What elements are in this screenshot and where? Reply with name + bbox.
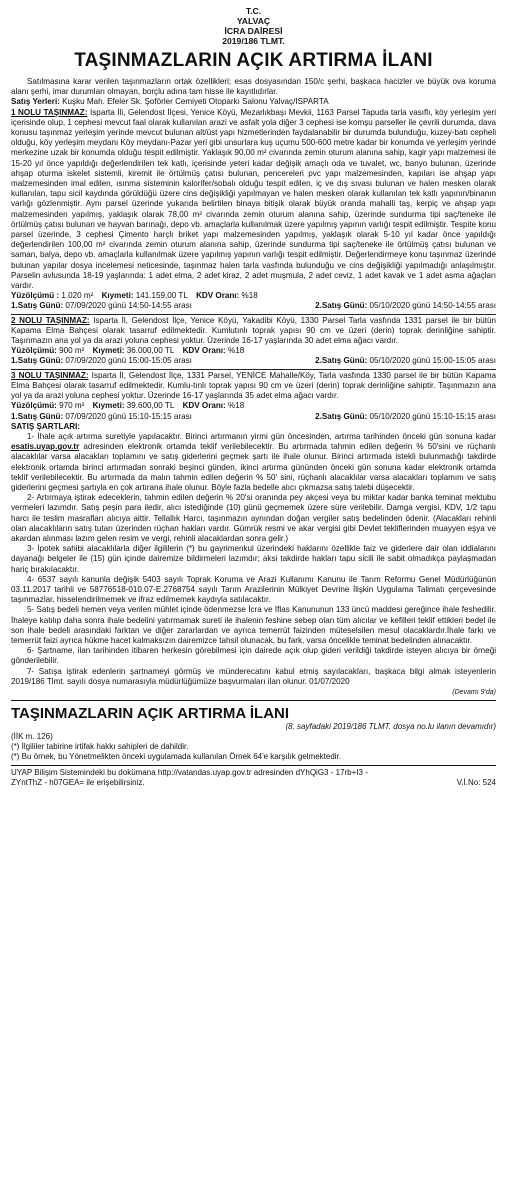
- parcel-1-text: Isparta İli, Gelendost İlçesi, Yenice Köyü, Mezarlıkbaşı Mevkii, 1163 Parsel Tapuda tarla vasıflı, köy yerleşim yeri içerisinde olup, 1 cephesi mevcut faal olarak kullanılan arazi ve asfalt yola diğer 3 cephesi ise komşu parseller ile çevrili durumda, dava konusu taşınmaz yerleşim yerinde mevcut bulunan alt/üst yapı hizmetlerinden faydalanabilir bir durumda bulunduğu, kuzey-batı cepheli olduğu, köy yerleşim meydanı Köy meydanı-Pazar yeri gibi unsurlara kuş uçumu 500-600 metre kadar bir konumda ve yerleşim yerinde merkezine uzak bir konumda olduğu tespit edilmiştir. Yaklaşık 90,00 m² civarında zemin oturum alanına sahip, kagir yapı malzemesi ile 15-20 yıl önce yapıldığı değerlendirilen tek katlı, içerisinde yeteri kadar değişik amaçlı oda ve tuvalet, wc, banyo bulunan, üzerinde ahşap oturma iskelet sistemli, kiremit ile örtülmüş çatısı bulunan, pencereleri pvc yapı malzemesinden, kapıları ise ahşap yapı malzemesinden imal edilen, ısınma sisteminin kalorifer/sobalı olduğu tespit edilen, iç ve dış sıvası bulunan ve halen mesken olarak kullanılan, tapu sicil kaydında görüldüğü üzere cins değişikliği yapılmayan ve halen mesken olarak kullanılan tek katlı yapının/binanın varlığı gözlenmiştir. Aynı parsel üzerinde yukarıda belirtilen binaya bitişik olarak büyük oranda mahalli taş, kerpiç ve ahşap yapı malzemesinden yapılmış, yaklaşık olarak 78,00 m² civarında zemin oturum alanına sahip, üzerinde sundurma tipi saç/teneke ile örtülmüş çatısı bulunan ve hayvan barınağı, depo vb. amaçlarla kullanılmak üzere yapılmış yapının varlığı tespit edilmiştir. Tespite konu parsel üzerinde, 3 cephesi Çimento harçlı briket yapı malzemesinden yapılmış, yaklaşık olarak 5-10 yıl kadar önce yapıldığı değerlendirilen 100,00 m² civarında zemin oturum alanına sahip, üzerinde sundurma tipi saç/teneke ile örtülmüş çatısı bulunan ve saman, balya, depo vb. amaçlarla kullanılmak üzere yapılmış yapının varlığı tespit edilmiştir. Değerlendirmeye konu taşınmaz üzerinde bulunan yapılar dosya incelemesi neticesinde, taşınmaz halen tarla vasfında bulunduğu ve cins değişikliği yapılmadığı anlaşılmıştır. Parselin avlusunda 18-19 yaşlarında: 1 adet elma, 2 adet kiraz, 2 adet muşmula, 2 adet ceviz, 1 adet kavak ve 1 adet asma ağaçları vardır.: [11, 107, 497, 291]
- sale-1-label: 1.Satış Günü:: [11, 411, 64, 421]
- uyap-access-line-1: UYAP Bilişim Sistemindeki bu dokümana http://vatandas.uyap.gov.tr adresinden dYhQiG3 - 17rb+I3 -: [11, 768, 368, 778]
- terms-heading: SATIŞ ŞARTLARI:: [11, 421, 81, 431]
- note-1: (*) İlgililer tabirine irtifak hakkı sahipleri de dahildir.: [11, 742, 189, 752]
- parcel-3-area: 970 m²: [59, 401, 85, 411]
- term-1-part-a: 1- İhale açık artırma suretiyle yapılacaktır. Birinci artırmanın yirmi gün öncesinden, artırma tarihinden önceki gün sonuna kadar: [27, 431, 496, 441]
- parcel-1-vat: %18: [241, 291, 258, 301]
- parcel-1-area: 1.020 m²: [61, 291, 94, 301]
- parcel-3-vat: %18: [228, 401, 245, 411]
- parcel-1-sale-2: [315, 301, 496, 311]
- parcel-2-area: 900 m²: [59, 346, 85, 356]
- parcel-2-sale-dates: [11, 356, 496, 366]
- sale-2-label: 2.Satış Günü:: [315, 356, 368, 366]
- continued-note: (Devamı 9'da): [452, 688, 496, 696]
- sale-1-date: 07/09/2020 günü 15:10-15:15 arası: [65, 411, 192, 421]
- esatis-link[interactable]: esatis.uyap.gov.tr: [11, 442, 80, 452]
- term-4: 4- 6537 sayılı kanunla değişik 5403 sayılı Toprak Koruma ve Arazi Kullanımı Kanunu ile Tarım Reformu Genel Müdürlüğünün 03.11.2017 tarihli ve 58776518-010.07-E.2768754 sayılı Tarım Arazilerinin Mülkiyet Devrine İlişkin Uygulama Talimatı çerçevesinde taşınmazlar, hisselendirilmemek ve ifraz edilmemek kaydıyla satılacaktır.: [11, 574, 496, 605]
- parcel-2-text: Isparta İl, Gelendost İlçe, Yenice Köyü, Yakadibi Köyü, 1330 Parsel Tarla vasfında 1331 parsel ile bir bütün Kapama Elma Bahçesi olarak tasarruf edilmektedir. Kumlutınlı toprak yapısı 90 cm ve üzeri (derin) toprak derinliğine sahiptir. Taşınmazın ana yol ya da arazi yoluna cephesi yoktur. Üzerinde 16-17 yaşlarında 30 adet elma ağacı vardır.: [11, 315, 497, 346]
- parcel-3-value-label: Kıymeti:: [92, 401, 125, 411]
- parcel-2-vat: %18: [228, 346, 245, 356]
- header-town: YALVAÇ: [236, 16, 271, 26]
- header-office: İCRA DAİRESİ: [224, 26, 283, 36]
- sale-2-date: 05/10/2020 günü 15:00-15:05 arası: [369, 356, 496, 366]
- sale-1-label: 1.Satış Günü:: [11, 356, 64, 366]
- term-1-part-b: adresinden elektronik ortamda teklif verilebilecektir. Bu artırmada tahmin edilen değerin % 50'sini ve rüçhanlı alacaklılar varsa alacakları toplamını ve satış giderlerini geçmek şartı ile ihale olunur. Birinci artırmada istekli bulunmadığı takdirde elektronik ortamda birinci artırmadan sonraki beşinci günden, ikinci artırma gününden önceki gün sonuna kadar elektronik ortamda teklif verilebilecektir. Bu artırmada da malın tahmin edilen değerin % 50' sini, rüçhanlı alacaklılar varsa alacakları toplamını ve satış giderlerini geçmesi şartıyla en çok artırana ihale olunur. Böyle fazla bedelle alıcı çıkmazsa satış talebi düşecektir.: [11, 442, 497, 492]
- parcel-2-value-label: Kıymeti:: [92, 346, 125, 356]
- sale-2-label: 2.Satış Günü:: [315, 301, 368, 311]
- divider: [11, 765, 496, 766]
- continuation-title: TAŞINMAZLARIN AÇIK ARTIRMA İLANI: [11, 705, 290, 723]
- sale-1-date: 07/09/2020 günü 14:50-14:55 arası: [65, 301, 192, 311]
- parcel-1-heading: 1 NOLU TAŞINMAZ:: [11, 107, 88, 117]
- divider: [11, 314, 496, 315]
- sale-place-text: Kuşku Mah. Efeler Sk. Şoförler Cemiyeti Otoparkı Salonu Yalvaç/ISPARTA: [62, 97, 329, 107]
- parcel-2-description: [11, 316, 496, 347]
- term-1: [11, 432, 496, 493]
- term-7: 7- Satışa iştirak edenlerin şartnameyi görmüş ve münderecatını kabul etmiş sayılacakları, başkaca bilgi almak isteyenlerin 2019/186 Tlmt. sayılı dosya numarasıyla müdürlüğümüze başvurmaları ilan olunur. 01/07/2020: [11, 666, 496, 686]
- parcel-2-area-label: Yüzölçümü:: [11, 346, 57, 356]
- parcel-1-value-label: Kıymeti:: [101, 291, 134, 301]
- parcel-3-text: Isparta İl, Gelendost İlçe, 1331 Parsel, YENİCE Mahalle/Köy, Tarla vasfında 1330 parsel ile bir bütün Kapama Elma Bahçesi olarak tasarruf edilmektedir. Kumlu-tınlı toprak yapısı 90 cm ve üzeri (derin) toprak derinliğine sahiptir. Taşınmazın ana yol ya da arazi yoluna cephesi yoktur. Üzerinde 16-17 yaşlarında 35 adet elma ağacı vardır.: [11, 370, 496, 401]
- parcel-3-value: 39.600,00 TL: [126, 401, 175, 411]
- notice-header: [11, 6, 496, 46]
- parcel-3-vat-label: KDV Oranı:: [182, 401, 226, 411]
- header-tc: T.C.: [245, 6, 262, 16]
- note-2: (*) Bu örnek, bu Yönetmelikten önceki uygulamada kullanılan Örnek 64'e karşılık gelmektedir.: [11, 752, 341, 762]
- parcel-1-sale-dates: [11, 301, 496, 311]
- term-2: 2- Artırmaya iştirak edeceklerin, tahmin edilen değerin % 20'si oranında pey akçesi veya bu miktar kadar banka teminat mektubu vermeleri lazımdır. Satış peşin para iledir, alıcı istediğinde (10) günü geçmemek üzere süre verilebilir. Damga vergisi, KDV, 1/2 tapu harcı ile teslim masrafları alıcıya aittir. Tellallık Harcı, taşınmazın aynından doğan vergiler satış bedelinden ödenir. (Alacakları rehinli olan alacaklıların satış tutarı üzerinden rüçhan hakları vardır. Gümrük resmi ve akar vergisi gibi Devlet tekliflerinden muayyen eşya ve akardan alınması lazım gelen resim ve vergi, rehinli alacaklardan sonra gelir.): [11, 493, 496, 543]
- parcel-3-area-label: Yüzölçümü:: [11, 401, 57, 411]
- notice-body: [11, 77, 496, 698]
- parcel-1-sale-1: [11, 301, 192, 311]
- notice-title: TAŞINMAZLARIN AÇIK ARTIRMA İLANI: [74, 50, 433, 71]
- parcel-1-description: [11, 108, 496, 292]
- continuation-subtitle: (8. sayfadaki 2019/186 TLMT. dosya no.lu ilanın devamıdır): [285, 722, 496, 732]
- parcel-1-vat-label: KDV Oranı:: [196, 291, 240, 301]
- sale-place-label: Satış Yerleri:: [11, 97, 60, 107]
- sale-2-date: 05/10/2020 günü 15:10-15:15 arası: [369, 411, 496, 421]
- parcel-3-values: [11, 401, 496, 411]
- parcel-3-sale-dates: [11, 412, 496, 422]
- sale-1-label: 1.Satış Günü:: [11, 301, 64, 311]
- term-5: 5- Satış bedeli hemen veya verilen mühlet içinde ödenmezse İcra ve İflas Kanununun 133 üncü maddesi gereğince ihale feshedilir. İhaleye katılıp daha sonra ihale bedelini yatırmamak sureti ile ihalenin feshine sebep olan tüm alıcılar ve kefilleri teklif ettikleri bedel ile son ihale bedeli arasındaki farktan ve diğer zararlardan ve ayrıca temerrüt faizinden müteselsilen mesul olacaklardır.İhale farkı ve temerrüt faizi ayrıca hükme hacet kalmaksızın dairemizce tahsil olunacak, bu fark, varsa öncelikle teminat bedelinden alınacaktır.: [11, 605, 496, 645]
- term-6: 6- Şartname, ilan tarihinden itibaren herkesin görebilmesi için dairede açık olup gideri verildiği takdirde isteyen alıcıya bir örneği gönderilebilir.: [11, 646, 496, 666]
- sale-2-date: 05/10/2020 günü 14:50-14:55 arası: [369, 301, 496, 311]
- parcel-2-sale-2: [315, 356, 496, 366]
- parcel-2-value: 36.000,00 TL: [126, 346, 175, 356]
- parcel-2-sale-1: [11, 356, 192, 366]
- intro-paragraph: Satılmasına karar verilen taşınmazların ortak özellikleri; esas dosyasından 150/c şerhi, başkaca hacizler ve büyük ova koruma alanı şerhi, imar durumları olmayan, borçlu adına tam hisse ile kayıtlıdırlar.: [11, 77, 496, 97]
- sale-1-date: 07/09/2020 günü 15:00-15:05 arası: [65, 356, 192, 366]
- law-reference: (İİK m. 126): [11, 732, 53, 742]
- parcel-1-values: [11, 291, 496, 301]
- uyap-access-code: ZYntThZ - h07GEA= ile erişebilirsiniz.: [11, 778, 145, 788]
- parcel-1-value: 141.159,00 TL: [135, 291, 188, 301]
- parcel-3-sale-2: [315, 412, 496, 422]
- sale-2-label: 2.Satış Günü:: [315, 411, 368, 421]
- term-3: 3- İpotek sahibi alacaklılarla diğer ilgililerin (*) bu gayrimenkul üzerindeki haklarını özellikle faiz ve giderlere dair olan iddialarını dayanağı belgeler ile (15) gün içinde dairemize bildirmeleri lazımdır; aksi takdirde hakları tapu sicili ile sabit olmadıkça paylaşmadan hariç bırakılacaktır.: [11, 544, 496, 574]
- notice-reference-number: V.İ.No: 524: [456, 778, 496, 788]
- parcel-2-vat-label: KDV Oranı:: [182, 346, 226, 356]
- parcel-3-description: [11, 371, 496, 402]
- continuation-section: [11, 700, 496, 788]
- sale-place: [11, 97, 496, 107]
- uyap-access-line-2: [11, 778, 496, 788]
- parcel-2-values: [11, 346, 496, 356]
- parcel-3-sale-1: [11, 412, 192, 422]
- divider: [11, 369, 496, 370]
- parcel-3-heading: 3 NOLU TAŞINMAZ:: [11, 370, 89, 380]
- header-file-no: 2019/186 TLMT.: [222, 36, 285, 46]
- parcel-1-area-label: Yüzölçümü :: [11, 291, 60, 301]
- parcel-2-heading: 2 NOLU TAŞINMAZ:: [11, 315, 90, 325]
